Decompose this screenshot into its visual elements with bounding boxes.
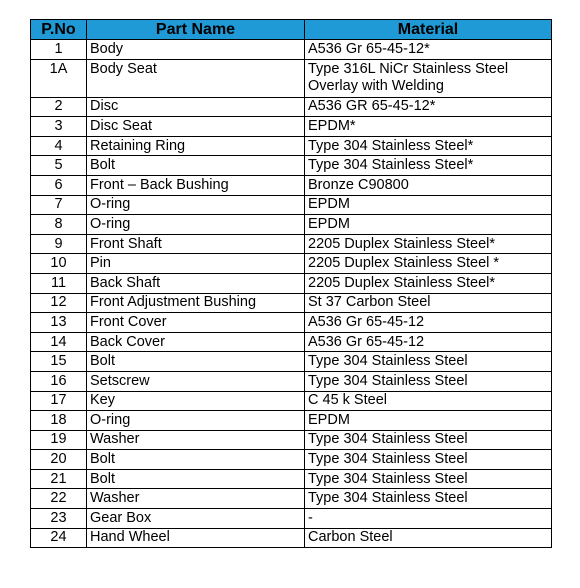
cell-material: Bronze C90800	[305, 175, 552, 195]
cell-part-name: Bolt	[87, 450, 305, 470]
cell-part-name: Pin	[87, 254, 305, 274]
cell-material: St 37 Carbon Steel	[305, 293, 552, 313]
cell-material: EPDM*	[305, 117, 552, 137]
table-body	[31, 40, 552, 548]
cell-material: A536 GR 65-45-12*	[305, 97, 552, 117]
cell-part-name: Body	[87, 40, 305, 60]
table-row	[31, 175, 552, 195]
cell-part-name: Disc Seat	[87, 117, 305, 137]
cell-part-name: Front Cover	[87, 313, 305, 333]
cell-part-name: Body Seat	[87, 59, 305, 97]
table-row	[31, 293, 552, 313]
cell-pno: 1A	[31, 59, 87, 97]
cell-material: 2205 Duplex Stainless Steel*	[305, 234, 552, 254]
cell-part-name: Gear Box	[87, 509, 305, 529]
cell-material: -	[305, 509, 552, 529]
table-row	[31, 254, 552, 274]
cell-part-name: Back Cover	[87, 332, 305, 352]
cell-pno: 22	[31, 489, 87, 509]
cell-pno: 15	[31, 352, 87, 372]
cell-pno: 1	[31, 40, 87, 60]
table-row	[31, 489, 552, 509]
cell-material: Type 304 Stainless Steel*	[305, 156, 552, 176]
table-row	[31, 352, 552, 372]
cell-part-name: Washer	[87, 489, 305, 509]
cell-pno: 18	[31, 411, 87, 431]
header-material: Material	[305, 20, 552, 40]
table-row	[31, 97, 552, 117]
cell-material: 2205 Duplex Stainless Steel *	[305, 254, 552, 274]
cell-material: Type 316L NiCr Stainless Steel Overlay with Welding	[305, 59, 552, 97]
cell-pno: 17	[31, 391, 87, 411]
cell-pno: 24	[31, 528, 87, 548]
cell-pno: 21	[31, 469, 87, 489]
header-part-name: Part Name	[87, 20, 305, 40]
cell-material: EPDM	[305, 195, 552, 215]
cell-part-name: Disc	[87, 97, 305, 117]
cell-material: 2205 Duplex Stainless Steel*	[305, 273, 552, 293]
table-row	[31, 215, 552, 235]
cell-pno: 19	[31, 430, 87, 450]
cell-part-name: Bolt	[87, 156, 305, 176]
cell-material: EPDM	[305, 215, 552, 235]
cell-material: Carbon Steel	[305, 528, 552, 548]
table-row	[31, 273, 552, 293]
cell-material: EPDM	[305, 411, 552, 431]
cell-pno: 20	[31, 450, 87, 470]
cell-pno: 7	[31, 195, 87, 215]
cell-material: C 45 k Steel	[305, 391, 552, 411]
cell-part-name: Hand Wheel	[87, 528, 305, 548]
table-row	[31, 371, 552, 391]
table-row	[31, 234, 552, 254]
cell-material: Type 304 Stainless Steel	[305, 450, 552, 470]
cell-pno: 12	[31, 293, 87, 313]
cell-pno: 13	[31, 313, 87, 333]
table-row	[31, 391, 552, 411]
header-row	[31, 20, 552, 40]
table-row	[31, 528, 552, 548]
cell-material: A536 Gr 65-45-12	[305, 313, 552, 333]
cell-pno: 10	[31, 254, 87, 274]
table-row	[31, 469, 552, 489]
table-row	[31, 117, 552, 137]
cell-part-name: Retaining Ring	[87, 136, 305, 156]
table-row	[31, 136, 552, 156]
cell-pno: 6	[31, 175, 87, 195]
table-row	[31, 195, 552, 215]
cell-material: Type 304 Stainless Steel*	[305, 136, 552, 156]
cell-part-name: Key	[87, 391, 305, 411]
cell-pno: 5	[31, 156, 87, 176]
cell-material: A536 Gr 65-45-12*	[305, 40, 552, 60]
table-row	[31, 450, 552, 470]
table-row	[31, 430, 552, 450]
table-row	[31, 332, 552, 352]
cell-part-name: Front Shaft	[87, 234, 305, 254]
table-row	[31, 40, 552, 60]
cell-part-name: O-ring	[87, 195, 305, 215]
cell-pno: 11	[31, 273, 87, 293]
cell-part-name: O-ring	[87, 215, 305, 235]
parts-table	[30, 19, 552, 548]
cell-pno: 16	[31, 371, 87, 391]
cell-material: Type 304 Stainless Steel	[305, 352, 552, 372]
cell-part-name: Washer	[87, 430, 305, 450]
cell-pno: 2	[31, 97, 87, 117]
cell-pno: 14	[31, 332, 87, 352]
cell-part-name: Front – Back Bushing	[87, 175, 305, 195]
cell-material: Type 304 Stainless Steel	[305, 489, 552, 509]
table-row	[31, 411, 552, 431]
cell-material: A536 Gr 65-45-12	[305, 332, 552, 352]
cell-part-name: Setscrew	[87, 371, 305, 391]
cell-pno: 8	[31, 215, 87, 235]
cell-part-name: Back Shaft	[87, 273, 305, 293]
table-row	[31, 156, 552, 176]
header-pno: P.No	[31, 20, 87, 40]
table-row	[31, 59, 552, 97]
cell-part-name: Front Adjustment Bushing	[87, 293, 305, 313]
cell-part-name: O-ring	[87, 411, 305, 431]
cell-material: Type 304 Stainless Steel	[305, 371, 552, 391]
cell-pno: 23	[31, 509, 87, 529]
cell-material: Type 304 Stainless Steel	[305, 430, 552, 450]
cell-part-name: Bolt	[87, 469, 305, 489]
cell-material: Type 304 Stainless Steel	[305, 469, 552, 489]
table-row	[31, 313, 552, 333]
cell-pno: 4	[31, 136, 87, 156]
cell-pno: 9	[31, 234, 87, 254]
cell-pno: 3	[31, 117, 87, 137]
table-row	[31, 509, 552, 529]
table-header	[31, 20, 552, 40]
cell-part-name: Bolt	[87, 352, 305, 372]
